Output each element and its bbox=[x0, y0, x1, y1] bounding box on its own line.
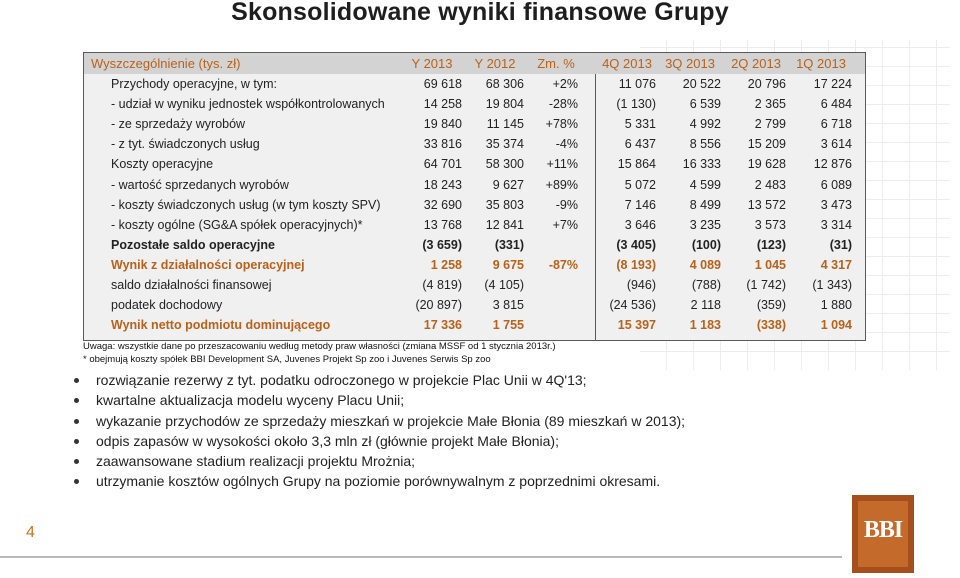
table-cell bbox=[528, 275, 578, 295]
table-row bbox=[84, 275, 865, 295]
table-cell: +89% bbox=[545, 177, 578, 192]
row-label: Wynik z działalności operacyjnej bbox=[111, 257, 305, 272]
table-cell: 7 146 bbox=[624, 197, 656, 212]
page-title: Skonsolidowane wyniki finansowe Grupy bbox=[231, 0, 729, 26]
table-cell: 32 690 bbox=[423, 197, 462, 212]
table-cell: 6 437 bbox=[624, 137, 656, 152]
bullet-dot-icon bbox=[74, 398, 79, 403]
table-row bbox=[84, 94, 865, 114]
table-cell: (3 659) bbox=[422, 237, 462, 252]
row-label: Pozostałe saldo operacyjne bbox=[111, 237, 275, 252]
column-divider bbox=[595, 74, 596, 340]
table-row bbox=[84, 255, 865, 275]
table-cell: (788) bbox=[691, 278, 721, 292]
table-cell: 12 841 bbox=[485, 217, 524, 232]
table-cell: 16 333 bbox=[682, 157, 721, 172]
table-cell: 4 992 bbox=[689, 117, 721, 132]
table-cell: 5 072 bbox=[624, 177, 656, 192]
table-cell: 17 336 bbox=[423, 318, 462, 333]
table-cell: (338) bbox=[756, 318, 786, 333]
table-cell: 6 718 bbox=[820, 117, 852, 132]
header-cell: 2Q 2013 bbox=[731, 56, 781, 71]
table-cell: 9 627 bbox=[492, 177, 524, 192]
table-cell bbox=[528, 235, 578, 255]
table-cell: 13 768 bbox=[423, 217, 462, 232]
row-label: - koszty ogólne (SG&A spółek operacyjnych)* bbox=[111, 217, 363, 232]
table-cell: 13 572 bbox=[747, 197, 786, 212]
row-label: - ze sprzedaży wyrobów bbox=[111, 117, 246, 132]
table-cell: 1 183 bbox=[689, 318, 721, 333]
table-row bbox=[84, 215, 865, 235]
table-row bbox=[84, 235, 865, 255]
header-cell: Y 2012 bbox=[474, 56, 516, 71]
table-notes bbox=[83, 340, 556, 366]
table-cell: 3 314 bbox=[820, 217, 852, 232]
page-number: 4 bbox=[26, 524, 35, 541]
table-cell: 9 675 bbox=[492, 257, 524, 272]
table-cell: 2 365 bbox=[754, 97, 786, 112]
table-cell: (8 193) bbox=[616, 257, 656, 272]
table-cell: (24 536) bbox=[609, 298, 656, 313]
header-cell: Zm. % bbox=[537, 56, 575, 71]
bullet-dot-icon bbox=[74, 378, 79, 383]
table-cell: -9% bbox=[555, 197, 578, 212]
table-cell: (31) bbox=[829, 237, 852, 252]
bullet-dot-icon bbox=[74, 459, 79, 464]
table-cell: 4 089 bbox=[689, 257, 721, 272]
table-cell: 20 796 bbox=[747, 77, 786, 91]
table-cell: (20 897) bbox=[415, 298, 462, 313]
table-cell: +11% bbox=[546, 157, 578, 172]
table-cell: (359) bbox=[756, 298, 786, 313]
bullet-item bbox=[70, 390, 870, 410]
table-cell: 69 618 bbox=[423, 77, 462, 91]
table-row bbox=[84, 114, 865, 134]
table-cell: 3 473 bbox=[820, 197, 852, 212]
table-cell: 19 840 bbox=[423, 117, 462, 132]
bbi-logo bbox=[852, 495, 914, 573]
table-cell: 68 306 bbox=[485, 77, 524, 91]
bullet-text: wykazanie przychodów ze sprzedaży mieszkań w projekcie Małe Błonia (89 mieszkań w 2013); bbox=[96, 412, 686, 429]
header-cell: Wyszczególnienie (tys. zł) bbox=[91, 56, 241, 71]
table-cell: 6 539 bbox=[689, 97, 721, 112]
table-cell: 58 300 bbox=[485, 157, 524, 172]
table-cell: 4 317 bbox=[820, 257, 852, 272]
header-cell: 3Q 2013 bbox=[665, 56, 715, 71]
table-cell: 20 522 bbox=[682, 77, 721, 91]
row-label: - wartość sprzedanych wyrobów bbox=[111, 177, 289, 192]
table-cell: 1 880 bbox=[820, 298, 852, 313]
table-cell: 1 258 bbox=[430, 257, 462, 272]
table-cell: 11 076 bbox=[618, 77, 656, 91]
note-line: * obejmują koszty spółek BBI Development SA, Juvenes Projekt Sp zoo i Juvenes Serwis Sp zoo bbox=[83, 354, 491, 365]
table-cell: 1 045 bbox=[754, 257, 786, 272]
table-header-row bbox=[84, 53, 865, 73]
bullet-item bbox=[70, 411, 870, 431]
logo-text: BBI bbox=[863, 517, 903, 543]
table-cell: (331) bbox=[494, 237, 524, 252]
row-label: - koszty świadczonych usług (w tym koszty SPV) bbox=[111, 197, 381, 212]
table-cell: +7% bbox=[552, 217, 578, 232]
header-cell: Y 2013 bbox=[411, 56, 453, 71]
table-cell: 64 701 bbox=[423, 157, 462, 172]
table-cell: 14 258 bbox=[423, 97, 462, 112]
table-row bbox=[84, 154, 865, 174]
commentary-bullet-list bbox=[70, 370, 870, 492]
table-cell: 3 614 bbox=[820, 137, 852, 152]
table-cell: (100) bbox=[691, 237, 721, 252]
header-cell: 4Q 2013 bbox=[602, 56, 652, 71]
row-label: - z tyt. świadczonych usług bbox=[111, 137, 260, 152]
bullet-dot-icon bbox=[74, 439, 79, 444]
table-cell: 18 243 bbox=[423, 177, 462, 192]
table-cell: (123) bbox=[756, 237, 786, 252]
table-cell: (4 105) bbox=[484, 278, 524, 292]
row-label: - udział w wyniku jednostek współkontrolowanych bbox=[111, 97, 385, 112]
table-row bbox=[84, 315, 865, 335]
table-cell: 12 876 bbox=[813, 157, 852, 172]
table-cell: 19 628 bbox=[747, 157, 786, 172]
table-cell: (1 130) bbox=[616, 97, 656, 112]
table-cell: -28% bbox=[548, 97, 578, 112]
table-cell: (1 343) bbox=[812, 278, 852, 292]
note-line: Uwaga: wszystkie dane po przeszacowaniu według metody praw własności (zmiana MSSF od 1 stycznia 2013r.) bbox=[83, 341, 556, 352]
table-cell bbox=[528, 315, 578, 335]
table-cell: 35 803 bbox=[485, 197, 524, 212]
row-label: Przychody operacyjne, w tym: bbox=[111, 77, 278, 91]
bullet-item bbox=[70, 431, 870, 451]
table-row bbox=[84, 295, 865, 315]
bullet-dot-icon bbox=[74, 419, 79, 424]
bullet-dot-icon bbox=[74, 479, 79, 484]
table-cell: 5 331 bbox=[624, 117, 656, 132]
bullet-text: zaawansowane stadium realizacji projektu Mrożnia; bbox=[96, 453, 416, 470]
table-cell: +78% bbox=[545, 117, 578, 132]
table-cell: 19 804 bbox=[485, 97, 524, 112]
table-cell: 8 499 bbox=[689, 197, 721, 212]
table-cell: 6 089 bbox=[820, 177, 852, 192]
table-cell: 11 145 bbox=[486, 117, 524, 132]
table-cell: 2 483 bbox=[754, 177, 786, 192]
table-cell: 17 224 bbox=[813, 77, 852, 91]
table-cell: 4 599 bbox=[689, 177, 721, 192]
bullet-text: rozwiązanie rezerwy z tyt. podatku odroczonego w projekcie Plac Unii w 4Q'13; bbox=[96, 372, 587, 388]
table-row bbox=[84, 134, 865, 154]
bullet-item bbox=[70, 471, 870, 491]
table-cell: 3 235 bbox=[689, 217, 721, 232]
table-cell: (1 742) bbox=[746, 278, 786, 292]
table-cell: (4 819) bbox=[422, 278, 462, 292]
bullet-text: odpis zapasów w wysokości około 3,3 mln zł (głównie projekt Małe Błonia); bbox=[96, 432, 559, 449]
table-cell: 2 118 bbox=[690, 298, 721, 313]
table-cell: 15 864 bbox=[617, 157, 656, 172]
bullet-item bbox=[70, 451, 870, 471]
table-cell: 1 755 bbox=[492, 318, 524, 333]
row-label: Koszty operacyjne bbox=[111, 157, 214, 172]
financial-results-table bbox=[83, 52, 866, 341]
table-cell: 1 094 bbox=[820, 318, 852, 333]
table-cell: +2% bbox=[552, 77, 578, 91]
table-cell: 33 816 bbox=[423, 137, 462, 152]
footer-divider bbox=[0, 556, 842, 558]
table-cell bbox=[528, 295, 578, 315]
table-cell: 35 374 bbox=[485, 137, 524, 152]
table-cell: 3 646 bbox=[624, 217, 656, 232]
table-cell: -87% bbox=[548, 257, 578, 272]
table-row bbox=[84, 74, 865, 94]
table-cell: (3 405) bbox=[616, 237, 656, 252]
bullet-item bbox=[70, 370, 870, 390]
row-label: saldo działalności finansowej bbox=[111, 278, 272, 292]
table-row bbox=[84, 175, 865, 195]
table-row bbox=[84, 195, 865, 215]
table-cell: 3 573 bbox=[754, 217, 786, 232]
table-cell: 6 484 bbox=[820, 97, 852, 112]
bullet-text: utrzymanie kosztów ogólnych Grupy na poziomie porównywalnym z poprzednimi okresami. bbox=[96, 473, 661, 490]
table-cell: 8 556 bbox=[689, 137, 721, 152]
header-cell: 1Q 2013 bbox=[796, 56, 846, 71]
bullet-text: kwartalne aktualizacja modelu wyceny Placu Unii; bbox=[96, 392, 405, 409]
table-cell: -4% bbox=[555, 137, 578, 152]
row-label: podatek dochodowy bbox=[111, 298, 223, 313]
table-cell: (946) bbox=[626, 278, 656, 292]
table-cell: 15 209 bbox=[747, 137, 786, 152]
table-cell: 3 815 bbox=[492, 298, 524, 313]
row-label: Wynik netto podmiotu dominującego bbox=[111, 318, 331, 333]
table-cell: 15 397 bbox=[617, 318, 656, 333]
table-cell: 2 799 bbox=[754, 117, 786, 132]
